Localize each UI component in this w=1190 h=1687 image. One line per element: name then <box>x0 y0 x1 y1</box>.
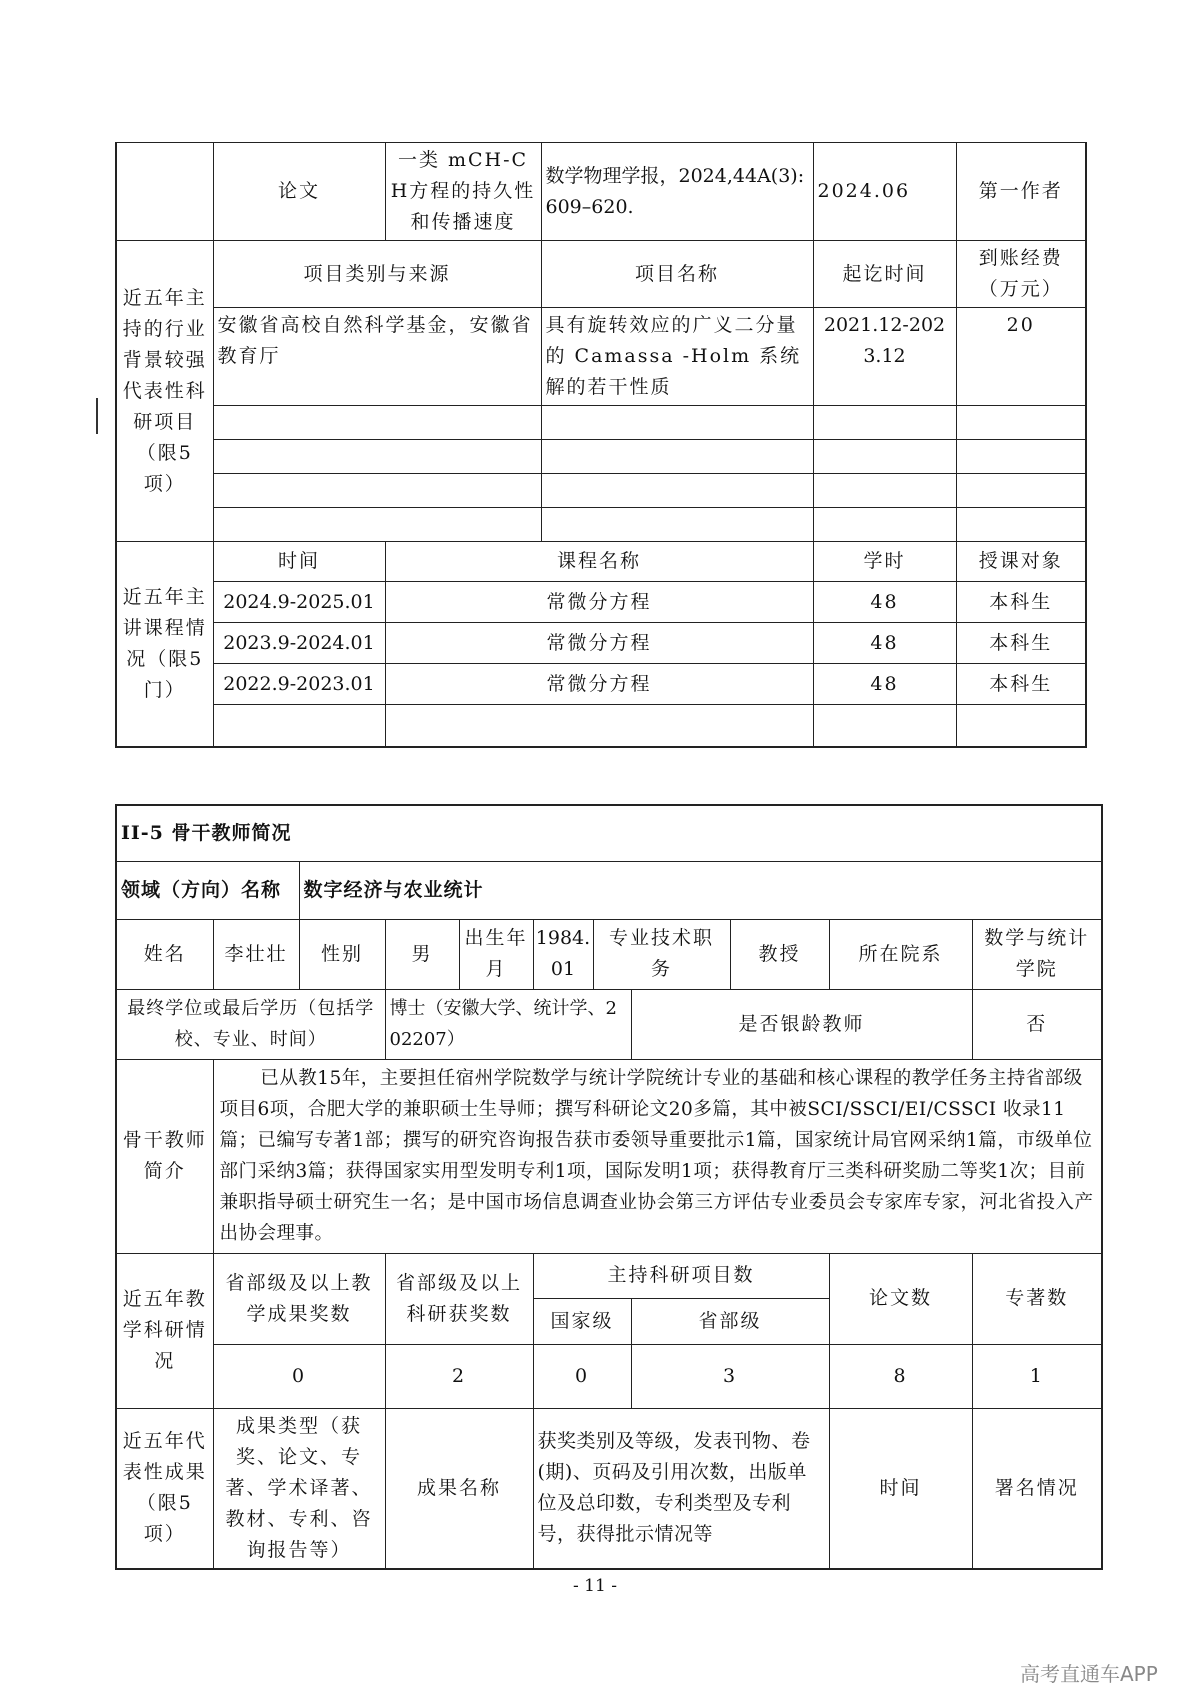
section-title: II-5 骨干教师简况 <box>116 805 1102 861</box>
degree-row <box>116 989 1102 1059</box>
course-time: 2022.9-2023.01 <box>213 664 385 705</box>
projects-header-funding: 到账经费（万元） <box>956 241 1086 308</box>
page-number: - 11 - <box>573 1576 617 1596</box>
paper-title: 一类 mCH-CH方程的持久性和传播速度 <box>385 143 541 241</box>
project-name: 具有旋转效应的广义二分量的 Camassa -Holm 系统解的若干性质 <box>541 308 813 406</box>
achievements-header-time: 时间 <box>829 1408 972 1569</box>
course-name: 常微分方程 <box>385 623 813 664</box>
achievements-header-type: 成果类型（获奖、论文、专著、学术译著、教材、专利、咨询报告等） <box>213 1408 385 1569</box>
field-value: 数字经济与农业统计 <box>299 861 1102 919</box>
achievements-header-name: 成果名称 <box>385 1408 533 1569</box>
paper-type: 论文 <box>213 143 385 241</box>
course-audience: 本科生 <box>956 582 1086 623</box>
stats-header-research-award: 省部级及以上科研获奖数 <box>385 1253 533 1344</box>
course-row <box>116 582 1086 623</box>
course-audience: 本科生 <box>956 664 1086 705</box>
stats-header-national: 国家级 <box>533 1298 631 1344</box>
projects-header-period: 起讫时间 <box>813 241 956 308</box>
backbone-teacher-table <box>115 804 1103 1570</box>
stats-header-projects: 主持科研项目数 <box>533 1253 829 1298</box>
stats-papers: 8 <box>829 1344 972 1408</box>
stats-label: 近五年教学科研情况 <box>116 1253 213 1408</box>
courses-label: 近五年主讲课程情况（限5门） <box>116 542 213 747</box>
paper-authorship: 第一作者 <box>956 143 1086 241</box>
dept-value: 数学与统计学院 <box>972 919 1102 989</box>
silver-value: 否 <box>972 989 1102 1059</box>
courses-header-row <box>116 542 1086 582</box>
degree-value: 博士（安徽大学、统计学、202207） <box>385 989 631 1059</box>
projects-header-name: 项目名称 <box>541 241 813 308</box>
project-source: 安徽省高校自然科学基金，安徽省教育厅 <box>213 308 541 406</box>
paper-journal: 数学物理学报，2024,44A(3): 609–620. <box>541 143 813 241</box>
stats-provincial: 3 <box>631 1344 829 1408</box>
paper-row <box>116 143 1086 241</box>
title-value: 教授 <box>730 919 829 989</box>
degree-label: 最终学位或最后学历（包括学校、专业、时间） <box>116 989 385 1059</box>
birth-label: 出生年月 <box>459 919 533 989</box>
course-row <box>116 623 1086 664</box>
courses-header-time: 时间 <box>213 542 385 582</box>
bio-text: 已从教15年，主要担任宿州学院数学与统计学院统计专业的基础和核心课程的教学任务主持省部级项目6项，合肥大学的兼职硕士生导师；撰写科研论文20多篇，其中被SCI/SSCI/EI/CSSCI 收录11篇；已编写专著1部；撰写的研究咨询报告获市委领导重要批示1篇，国家统计局官网采纳1篇，市级单位部门采纳3篇；获得国家实用型发明专利1项，国际发明1项；获得教育厅三类科研奖励二等奖1次；目前兼职指导硕士研究生一名；是中国市场信息调查业协会第三方评估专业委员会专家库专家，河北省投入产出协会理事。 <box>213 1059 1102 1253</box>
silver-label: 是否银龄教师 <box>631 989 972 1059</box>
blank-cell <box>116 143 213 241</box>
project-empty-row <box>116 508 1086 542</box>
stats-header-provincial: 省部级 <box>631 1298 829 1344</box>
margin-mark <box>96 398 98 434</box>
stats-header-books: 专著数 <box>972 1253 1102 1344</box>
project-empty-row <box>116 440 1086 474</box>
birth-value: 1984.01 <box>533 919 593 989</box>
project-empty-row <box>116 406 1086 440</box>
achievements-header-row <box>116 1408 1102 1569</box>
courses-header-hours: 学时 <box>813 542 956 582</box>
projects-header-row <box>116 241 1086 308</box>
field-label: 领域（方向）名称 <box>116 861 299 919</box>
projects-header-source: 项目类别与来源 <box>213 241 541 308</box>
course-empty-row <box>116 705 1086 747</box>
app-watermark: 高考直通车APP <box>1020 1662 1158 1686</box>
courses-header-audience: 授课对象 <box>956 542 1086 582</box>
name-value: 李壮壮 <box>213 919 299 989</box>
stats-header-papers: 论文数 <box>829 1253 972 1344</box>
person-row <box>116 919 1102 989</box>
paper-date: 2024.06 <box>813 143 956 241</box>
stats-books: 1 <box>972 1344 1102 1408</box>
course-row <box>116 664 1086 705</box>
course-hours: 48 <box>813 582 956 623</box>
dept-label: 所在院系 <box>829 919 972 989</box>
gender-value: 男 <box>385 919 459 989</box>
name-label: 姓名 <box>116 919 213 989</box>
project-period: 2021.12-2023.12 <box>813 308 956 406</box>
gender-label: 性别 <box>299 919 385 989</box>
continuation-table <box>115 142 1087 748</box>
project-funding: 20 <box>956 308 1086 406</box>
courses-header-name: 课程名称 <box>385 542 813 582</box>
course-name: 常微分方程 <box>385 582 813 623</box>
project-empty-row <box>116 474 1086 508</box>
title-label: 专业技术职 务 <box>593 919 730 989</box>
stats-national: 0 <box>533 1344 631 1408</box>
section-title-row <box>116 805 1102 861</box>
achievements-header-detail: 获奖类别及等级，发表刊物、卷(期)、页码及引用次数，出版单位及总印数，专利类型及专利号，获得批示情况等 <box>533 1408 829 1569</box>
course-time: 2023.9-2024.01 <box>213 623 385 664</box>
stats-header-row <box>116 1253 1102 1298</box>
course-hours: 48 <box>813 623 956 664</box>
achievements-label: 近五年代表性成果（限5项） <box>116 1408 213 1569</box>
achievements-header-sign: 署名情况 <box>972 1408 1102 1569</box>
course-name: 常微分方程 <box>385 664 813 705</box>
stats-values-row <box>116 1344 1102 1408</box>
course-hours: 48 <box>813 664 956 705</box>
bio-row <box>116 1059 1102 1253</box>
course-time: 2024.9-2025.01 <box>213 582 385 623</box>
bio-label: 骨干教师简介 <box>116 1059 213 1253</box>
course-audience: 本科生 <box>956 623 1086 664</box>
stats-header-teach-award: 省部级及以上教学成果奖数 <box>213 1253 385 1344</box>
stats-teach-award: 0 <box>213 1344 385 1408</box>
stats-research-award: 2 <box>385 1344 533 1408</box>
projects-label: 近五年主持的行业背景较强代表性科研项目（限5项） <box>116 241 213 542</box>
field-row <box>116 861 1102 919</box>
project-row <box>116 308 1086 406</box>
